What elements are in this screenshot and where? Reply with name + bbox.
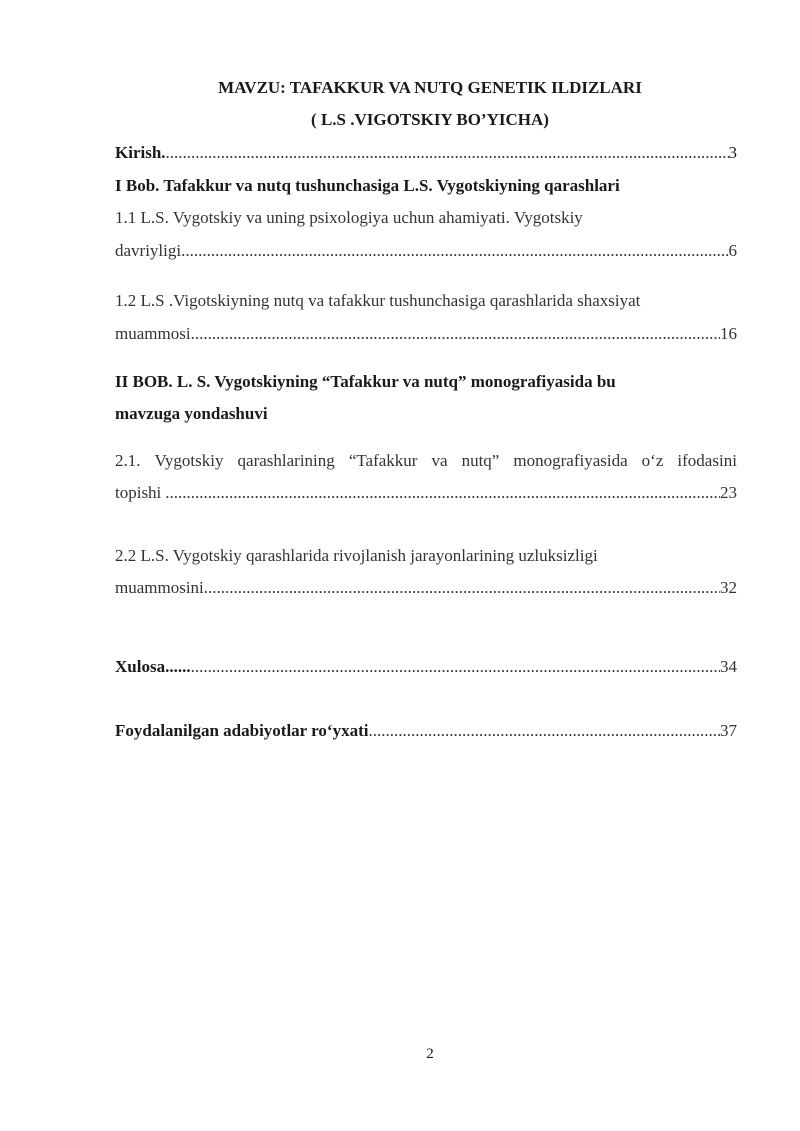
toc-word: 2.1. <box>115 451 141 470</box>
toc-section-1-2-line1[interactable]: 1.2 L.S .Vigotskiyning nutq va tafakkur tushunchasiga qarashlarida shaxsiyat <box>115 291 641 310</box>
toc-word: nutq” <box>461 451 500 470</box>
toc-leader-dots <box>208 578 720 598</box>
toc-page-number: 16 <box>720 324 737 343</box>
toc-entry-adabiyotlar[interactable] <box>115 721 737 741</box>
toc-word: va <box>431 451 448 470</box>
toc-page-number: 3 <box>728 143 737 162</box>
toc-word: o‘z <box>641 451 664 470</box>
toc-chapter-2-line1[interactable]: II BOB. L. S. Vygotskiyning “Tafakkur va nutq” monografiyasida bu <box>115 372 616 391</box>
toc-entry-label: topishi <box>115 483 162 502</box>
toc-section-2-2-line1[interactable]: 2.2 L.S. Vygotskiy qarashlarida rivojlanish jarayonlarining uzluksizligi <box>115 546 598 565</box>
toc-section-1-2-line2[interactable] <box>115 324 737 344</box>
toc-word: “Tafakkur <box>348 451 418 470</box>
toc-page-number: 32 <box>720 578 737 597</box>
toc-entry-xulosa[interactable] <box>115 657 737 677</box>
toc-leader-dots <box>191 324 720 344</box>
toc-leader-dots <box>166 143 729 163</box>
toc-page-number: 6 <box>728 241 737 260</box>
document-title: MAVZU: TAFAKKUR VA NUTQ GENETIK ILDIZLARI <box>218 78 642 97</box>
toc-page-number: 34 <box>720 657 737 676</box>
toc-leader-dots <box>161 483 720 503</box>
toc-word: qarashlarining <box>237 451 335 470</box>
toc-section-2-1-line1[interactable] <box>115 451 737 471</box>
toc-leader-dots <box>368 721 720 741</box>
toc-word: ifodasini <box>677 451 737 470</box>
toc-page-number: 37 <box>720 721 737 740</box>
toc-section-2-1-line2[interactable] <box>115 483 737 503</box>
toc-chapter-1[interactable]: I Bob. Tafakkur va nutq tushunchasiga L.S. Vygotskiyning qarashlari <box>115 176 620 195</box>
toc-entry-label: Xulosa...... <box>115 657 191 676</box>
document-subtitle: ( L.S .VIGOTSKIY BO’YICHA) <box>311 110 549 129</box>
toc-section-1-1-line2[interactable] <box>115 241 737 261</box>
page-number: 2 <box>426 1046 434 1062</box>
toc-entry-label: muammosi <box>115 324 191 343</box>
toc-entry-label: Foydalanilgan adabiyotlar ro‘yxati <box>115 721 369 740</box>
toc-word: monografiyasida <box>513 451 628 470</box>
toc-page-number: 23 <box>720 483 737 502</box>
toc-entry-label: Kirish. <box>115 143 166 162</box>
toc-entry-label: muammosini. <box>115 578 209 597</box>
toc-leader-dots <box>191 657 720 677</box>
toc-section-1-1-line1[interactable]: 1.1 L.S. Vygotskiy va uning psixologiya uchun ahamiyati. Vygotskiy <box>115 208 583 227</box>
toc-section-2-2-line2[interactable] <box>115 578 737 598</box>
toc-entry-kirish[interactable] <box>115 143 737 163</box>
toc-word: Vygotskiy <box>154 451 224 470</box>
toc-leader-dots <box>181 241 728 261</box>
toc-chapter-2-line2[interactable]: mavzuga yondashuvi <box>115 404 268 423</box>
toc-entry-label: davriyligi <box>115 241 182 260</box>
